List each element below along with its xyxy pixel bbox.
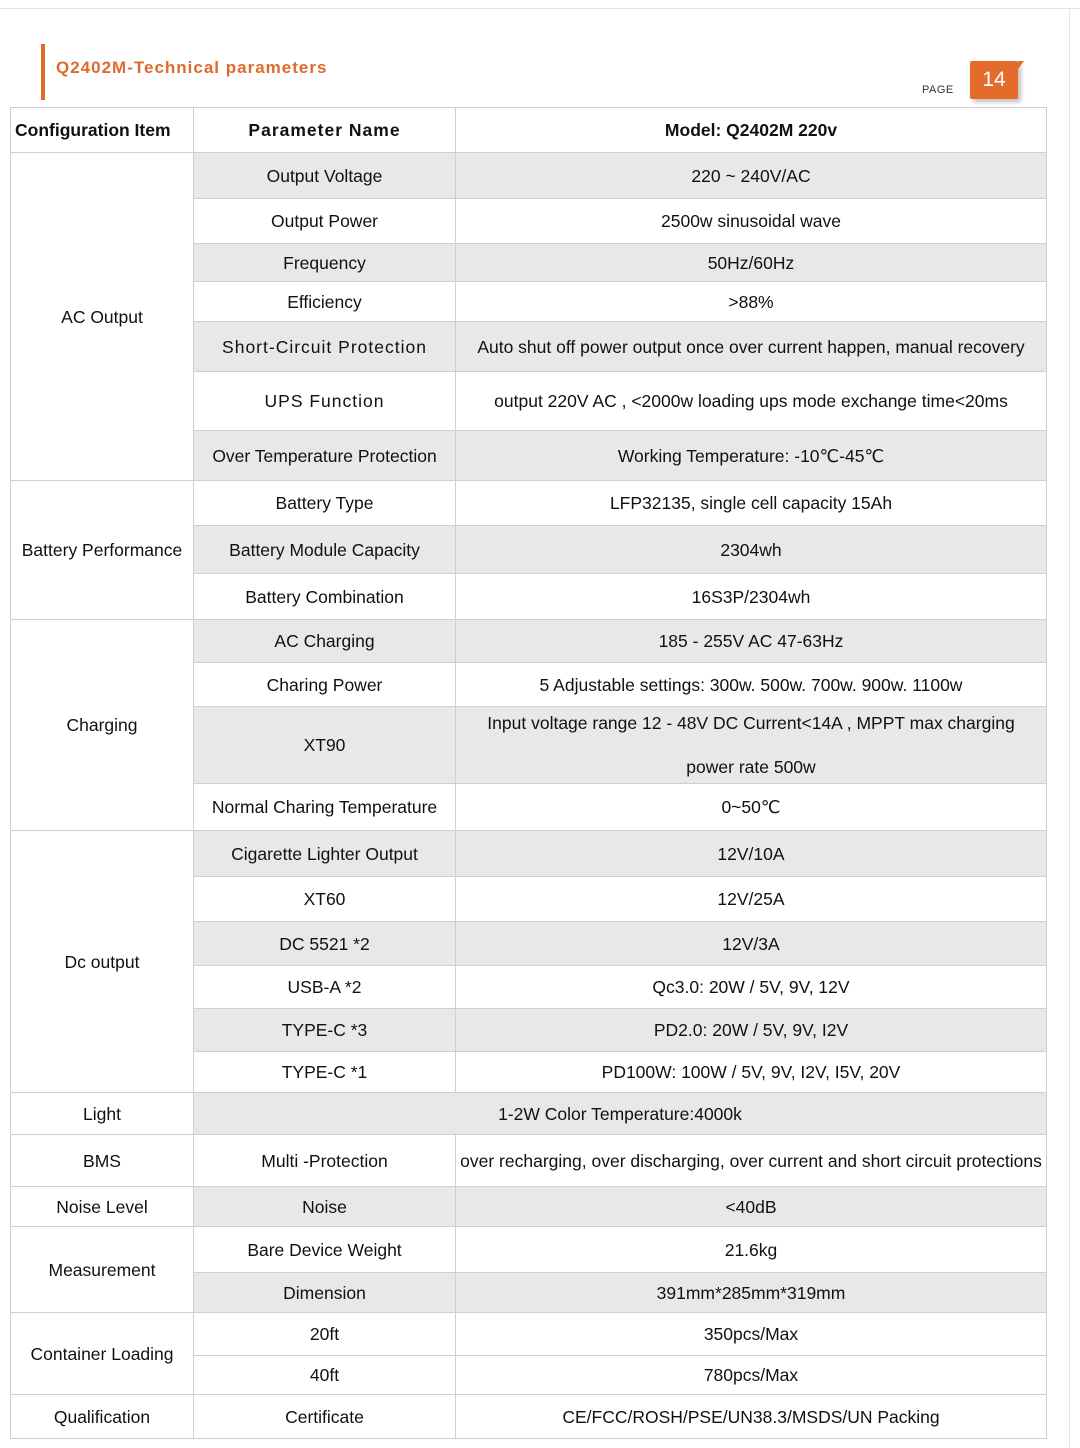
- param-name: Multi -Protection: [194, 1135, 456, 1187]
- top-border: [0, 8, 1080, 9]
- param-value: 2500w sinusoidal wave: [456, 199, 1047, 244]
- param-name: Certificate: [194, 1395, 456, 1439]
- table-row: [11, 153, 1047, 199]
- param-value: 12V/25A: [456, 877, 1047, 922]
- param-name: Bare Device Weight: [194, 1227, 456, 1273]
- param-name: USB-A *2: [194, 966, 456, 1009]
- category-qualification: Qualification: [11, 1395, 194, 1439]
- param-value: [456, 707, 1047, 784]
- category-charging: Charging: [11, 620, 194, 831]
- param-name: Cigarette Lighter Output: [194, 831, 456, 877]
- param-value: 5 Adjustable settings: 300w. 500w. 700w. 900w. 1100w: [456, 663, 1047, 707]
- table-row: [11, 1227, 1047, 1273]
- page-label: PAGE: [922, 84, 954, 96]
- document-title: Q2402M-Technical parameters: [56, 58, 328, 77]
- param-name: Normal Charing Temperature: [194, 784, 456, 831]
- param-name: Output Power: [194, 199, 456, 244]
- param-value: Working Temperature: -10℃-45℃: [456, 431, 1047, 481]
- param-name: Short-Circuit Protection: [194, 322, 456, 372]
- param-value: 0~50℃: [456, 784, 1047, 831]
- table-row: [11, 1135, 1047, 1187]
- header-model: Model: Q2402M 220v: [456, 108, 1047, 153]
- param-value: 1-2W Color Temperature:4000k: [194, 1093, 1047, 1135]
- param-name: Noise: [194, 1187, 456, 1227]
- category-bms: BMS: [11, 1135, 194, 1187]
- table-header-row: [11, 108, 1047, 153]
- param-name: XT60: [194, 877, 456, 922]
- param-value: Qc3.0: 20W / 5V, 9V, 12V: [456, 966, 1047, 1009]
- param-value: 12V/10A: [456, 831, 1047, 877]
- param-value: LFP32135, single cell capacity 15Ah: [456, 481, 1047, 526]
- page-number-badge: 14: [970, 61, 1018, 99]
- param-value: 2304wh: [456, 526, 1047, 574]
- category-light: Light: [11, 1093, 194, 1135]
- param-name: DC 5521 *2: [194, 922, 456, 966]
- header-parameter-name: Parameter Name: [194, 108, 456, 153]
- param-name: XT90: [194, 707, 456, 784]
- param-value: PD2.0: 20W / 5V, 9V, I2V: [456, 1009, 1047, 1052]
- category-noise-level: Noise Level: [11, 1187, 194, 1227]
- param-name: Dimension: [194, 1273, 456, 1313]
- param-name: Frequency: [194, 244, 456, 282]
- table-row: [11, 620, 1047, 663]
- param-value: <40dB: [456, 1187, 1047, 1227]
- param-value: 220 ~ 240V/AC: [456, 153, 1047, 199]
- param-value-line-1: Input voltage range 12 - 48V DC Current<14A , MPPT max charging: [487, 713, 1015, 733]
- param-value-line-2: power rate 500w: [686, 757, 816, 777]
- table-row: [11, 1093, 1047, 1135]
- table-row: [11, 831, 1047, 877]
- table-row: [11, 1395, 1047, 1439]
- right-border: [1069, 8, 1070, 1448]
- param-name: TYPE-C *1: [194, 1052, 456, 1093]
- param-value: 12V/3A: [456, 922, 1047, 966]
- param-value: Auto shut off power output once over current happen, manual recovery: [456, 322, 1047, 372]
- category-measurement: Measurement: [11, 1227, 194, 1313]
- param-name: Battery Type: [194, 481, 456, 526]
- param-value: >88%: [456, 282, 1047, 322]
- param-name: Efficiency: [194, 282, 456, 322]
- param-name: UPS Function: [194, 372, 456, 431]
- param-name: TYPE-C *3: [194, 1009, 456, 1052]
- param-value: 185 - 255V AC 47-63Hz: [456, 620, 1047, 663]
- param-value: 16S3P/2304wh: [456, 574, 1047, 620]
- param-name: 40ft: [194, 1356, 456, 1395]
- header-configuration-item: Configuration Item: [11, 108, 194, 153]
- param-name: Over Temperature Protection: [194, 431, 456, 481]
- title-accent-bar: [41, 44, 45, 100]
- category-ac-output: AC Output: [11, 153, 194, 481]
- param-name: Output Voltage: [194, 153, 456, 199]
- param-name: AC Charging: [194, 620, 456, 663]
- param-value: over recharging, over discharging, over current and short circuit protections: [456, 1135, 1047, 1187]
- table-row: [11, 1313, 1047, 1356]
- category-dc-output: Dc output: [11, 831, 194, 1093]
- param-value: 50Hz/60Hz: [456, 244, 1047, 282]
- category-battery-performance: Battery Performance: [11, 481, 194, 620]
- param-value: output 220V AC , <2000w loading ups mode exchange time<20ms: [456, 372, 1047, 431]
- table-row: [11, 1187, 1047, 1227]
- spec-table: [10, 107, 1047, 1439]
- param-value: 21.6kg: [456, 1227, 1047, 1273]
- param-name: Battery Combination: [194, 574, 456, 620]
- param-name: Charing Power: [194, 663, 456, 707]
- category-container-loading: Container Loading: [11, 1313, 194, 1395]
- param-value: 350pcs/Max: [456, 1313, 1047, 1356]
- param-value: 780pcs/Max: [456, 1356, 1047, 1395]
- param-value: CE/FCC/ROSH/PSE/UN38.3/MSDS/UN Packing: [456, 1395, 1047, 1439]
- param-name: 20ft: [194, 1313, 456, 1356]
- param-value: PD100W: 100W / 5V, 9V, I2V, I5V, 20V: [456, 1052, 1047, 1093]
- param-value: 391mm*285mm*319mm: [456, 1273, 1047, 1313]
- table-row: [11, 481, 1047, 526]
- param-name: Battery Module Capacity: [194, 526, 456, 574]
